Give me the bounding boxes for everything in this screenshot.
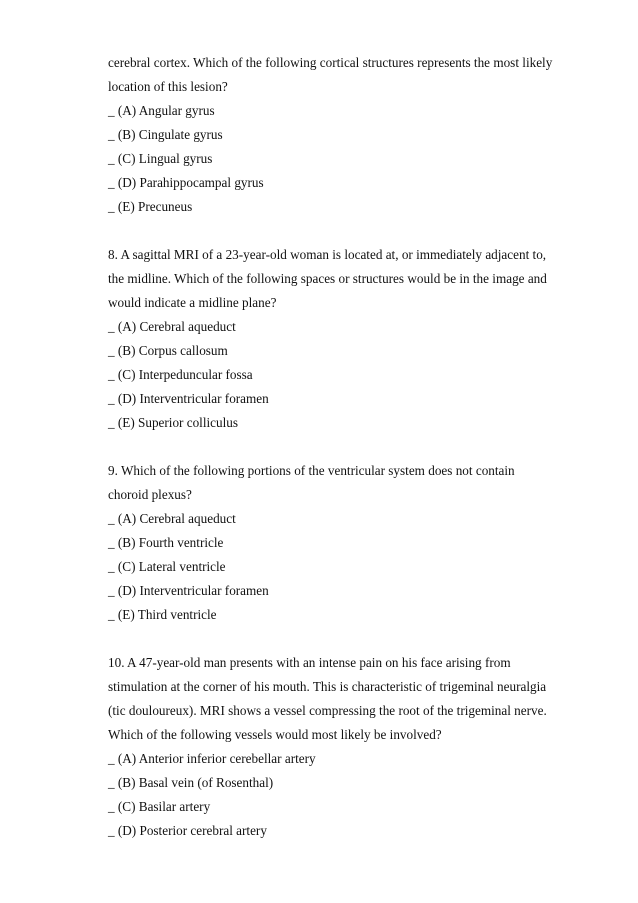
answer-option: _ (D) Parahippocampal gyrus — [108, 175, 264, 190]
question-stem-line: 8. A sagittal MRI of a 23-year-old woman is located at, or immediately adjacent to, — [108, 247, 547, 262]
question-stem-line: 10. A 47-year-old man presents with an intense pain on his face arising from — [108, 655, 511, 670]
answer-option: _ (B) Cingulate gyrus — [108, 127, 223, 142]
answer-option: _ (B) Basal vein (of Rosenthal) — [108, 775, 274, 790]
question-stem-line: location of this lesion? — [108, 79, 228, 94]
answer-option: _ (D) Interventricular foramen — [108, 391, 269, 406]
answer-option: _ (B) Corpus callosum — [108, 343, 228, 358]
question-stem-line: Which of the following vessels would most likely be involved? — [108, 727, 442, 742]
question-stem-line: 9. Which of the following portions of the ventricular system does not contain — [108, 463, 515, 478]
answer-option: _ (C) Basilar artery — [108, 799, 211, 814]
answer-option: _ (A) Angular gyrus — [108, 103, 215, 118]
answer-option: _ (A) Anterior inferior cerebellar artery — [108, 751, 316, 766]
answer-option: _ (E) Superior colliculus — [108, 415, 239, 430]
question-stem-line: choroid plexus? — [108, 487, 192, 502]
answer-option: _ (C) Lateral ventricle — [108, 559, 226, 574]
spacer — [108, 435, 608, 459]
answer-option: _ (B) Fourth ventricle — [108, 535, 224, 550]
question-stem-line: the midline. Which of the following spaces or structures would be in the image and — [108, 271, 547, 286]
question-stem-line: (tic douloureux). MRI shows a vessel compressing the root of the trigeminal nerve. — [108, 703, 547, 718]
question-8 — [108, 243, 608, 435]
question-10 — [108, 651, 608, 843]
spacer — [108, 627, 608, 651]
answer-option: _ (C) Lingual gyrus — [108, 151, 213, 166]
question-9 — [108, 459, 608, 627]
question-stem-line: cerebral cortex. Which of the following cortical structures represents the most likely — [108, 55, 553, 70]
question-stem-line: would indicate a midline plane? — [108, 295, 277, 310]
document-page — [108, 51, 608, 843]
answer-option: _ (E) Precuneus — [108, 199, 193, 214]
spacer — [108, 219, 608, 243]
answer-option: _ (D) Posterior cerebral artery — [108, 823, 267, 838]
question-stem-line: stimulation at the corner of his mouth. This is characteristic of trigeminal neuralgia — [108, 679, 547, 694]
answer-option: _ (C) Interpeduncular fossa — [108, 367, 253, 382]
answer-option: _ (A) Cerebral aqueduct — [108, 511, 236, 526]
answer-option: _ (E) Third ventricle — [108, 607, 217, 622]
question-7 — [108, 51, 608, 219]
answer-option: _ (A) Cerebral aqueduct — [108, 319, 236, 334]
answer-option: _ (D) Interventricular foramen — [108, 583, 269, 598]
